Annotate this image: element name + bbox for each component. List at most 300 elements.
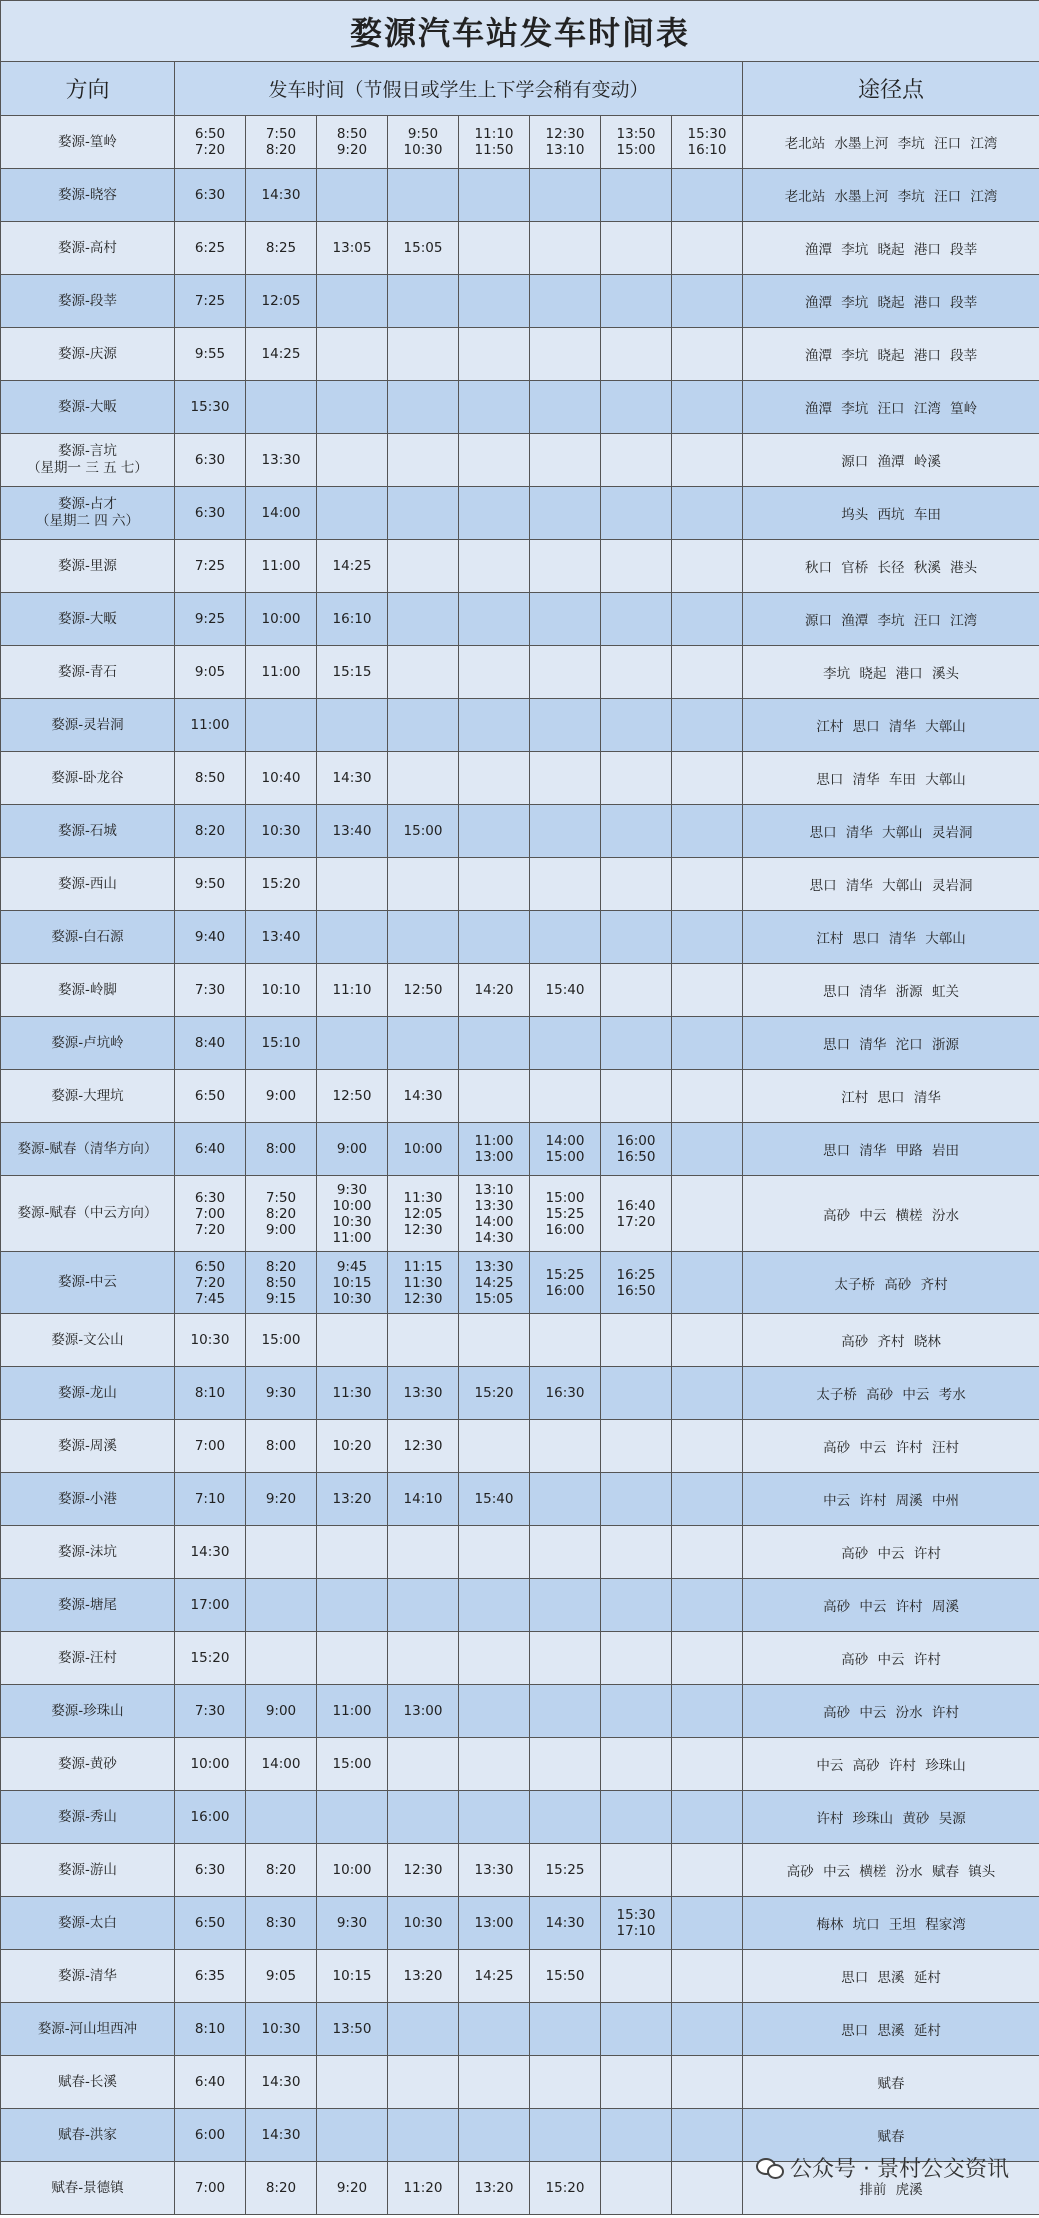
table-row	[1, 593, 1039, 646]
route-cell: 婺源-大畈	[1, 381, 175, 434]
via-cell: 梅林 坑口 王坦 程家湾	[743, 1897, 1039, 1950]
time-cell: 10:30	[388, 1897, 459, 1950]
time-cell: 11:00	[317, 1685, 388, 1738]
time-cell: 14:30	[246, 2056, 317, 2109]
time-cell: 9:50	[175, 858, 246, 911]
table-row	[1, 275, 1039, 328]
table-row	[1, 1017, 1039, 1070]
time-cell: 13:40	[317, 805, 388, 858]
route-cell: 婺源-占才 （星期二 四 六）	[1, 487, 175, 540]
time-cell	[672, 752, 743, 805]
table-row	[1, 1950, 1039, 2003]
time-cell	[601, 964, 672, 1017]
time-cell	[459, 434, 530, 487]
time-cell: 13:50 15:00	[601, 116, 672, 169]
time-cell	[388, 593, 459, 646]
route-cell: 婺源-段莘	[1, 275, 175, 328]
time-cell: 7:00	[175, 2162, 246, 2215]
time-cell	[388, 1791, 459, 1844]
time-cell	[672, 487, 743, 540]
time-cell	[672, 1252, 743, 1314]
time-cell	[317, 328, 388, 381]
watermark	[756, 2152, 1009, 2183]
time-cell	[601, 752, 672, 805]
time-cell: 14:25	[459, 1950, 530, 2003]
time-cell	[530, 1314, 601, 1367]
time-cell	[459, 1420, 530, 1473]
time-cell: 7:25	[175, 540, 246, 593]
time-cell: 16:10	[317, 593, 388, 646]
time-cell	[672, 1897, 743, 1950]
time-cell: 10:15	[317, 1950, 388, 2003]
time-cell: 12:30	[388, 1844, 459, 1897]
time-cell	[459, 2056, 530, 2109]
via-cell: 坞头 西坑 车田	[743, 487, 1039, 540]
time-cell	[601, 2109, 672, 2162]
route-cell: 婺源-黄砂	[1, 1738, 175, 1791]
time-cell: 12:30 13:10	[530, 116, 601, 169]
time-cell	[672, 1473, 743, 1526]
via-cell: 太子桥 高砂 齐村	[743, 1252, 1039, 1314]
time-cell	[459, 1791, 530, 1844]
time-cell: 8:20 8:50 9:15	[246, 1252, 317, 1314]
via-cell: 江村 思口 清华 大鄣山	[743, 699, 1039, 752]
time-cell	[672, 275, 743, 328]
time-cell: 10:00	[246, 593, 317, 646]
time-cell	[459, 540, 530, 593]
time-cell: 6:40	[175, 2056, 246, 2109]
time-cell: 12:30	[388, 1420, 459, 1473]
time-cell: 9:00	[246, 1685, 317, 1738]
time-cell: 16:00 16:50	[601, 1123, 672, 1176]
route-cell: 婺源-篁岭	[1, 116, 175, 169]
time-cell	[388, 381, 459, 434]
time-cell	[601, 1685, 672, 1738]
time-cell	[317, 858, 388, 911]
via-cell: 中云 高砂 许村 珍珠山	[743, 1738, 1039, 1791]
route-cell: 婺源-塘尾	[1, 1579, 175, 1632]
time-cell	[672, 593, 743, 646]
time-cell	[601, 2162, 672, 2215]
time-cell: 10:30	[246, 805, 317, 858]
table-row	[1, 1367, 1039, 1420]
time-cell	[601, 911, 672, 964]
table-row	[1, 911, 1039, 964]
time-cell	[317, 434, 388, 487]
via-cell: 江村 思口 清华 大鄣山	[743, 911, 1039, 964]
time-cell: 8:40	[175, 1017, 246, 1070]
table-row	[1, 2056, 1039, 2109]
time-cell: 14:30	[388, 1070, 459, 1123]
time-cell: 14:10	[388, 1473, 459, 1526]
route-cell: 婺源-周溪	[1, 1420, 175, 1473]
time-cell	[530, 540, 601, 593]
time-cell	[601, 222, 672, 275]
time-cell: 9:45 10:15 10:30	[317, 1252, 388, 1314]
time-cell: 6:30	[175, 1844, 246, 1897]
time-cell	[672, 2056, 743, 2109]
table-row	[1, 1314, 1039, 1367]
time-cell	[601, 275, 672, 328]
route-cell: 赋春-洪家	[1, 2109, 175, 2162]
time-cell: 11:00	[246, 540, 317, 593]
route-cell: 婺源-中云	[1, 1252, 175, 1314]
time-cell: 13:00	[459, 1897, 530, 1950]
time-cell	[530, 1070, 601, 1123]
table-row	[1, 487, 1039, 540]
time-cell	[246, 1526, 317, 1579]
time-cell	[601, 1473, 672, 1526]
time-cell	[459, 487, 530, 540]
time-cell	[672, 2003, 743, 2056]
time-cell: 13:30	[246, 434, 317, 487]
route-cell: 婺源-清华	[1, 1950, 175, 2003]
time-cell	[672, 1420, 743, 1473]
route-cell: 婺源-青石	[1, 646, 175, 699]
via-cell: 思口 思溪 延村	[743, 2003, 1039, 2056]
via-cell: 思口 清华 沱口 浙源	[743, 1017, 1039, 1070]
time-cell	[530, 275, 601, 328]
time-cell	[601, 169, 672, 222]
time-cell	[317, 1314, 388, 1367]
time-cell	[388, 169, 459, 222]
via-cell: 秋口 官桥 长径 秋溪 港头	[743, 540, 1039, 593]
time-cell	[601, 1314, 672, 1367]
time-cell	[672, 1791, 743, 1844]
table-row	[1, 805, 1039, 858]
time-cell	[672, 2109, 743, 2162]
time-cell: 9:30	[246, 1367, 317, 1420]
via-cell: 许村 珍珠山 黄砂 吴源	[743, 1791, 1039, 1844]
time-cell	[530, 805, 601, 858]
route-cell: 婺源-赋春（清华方向）	[1, 1123, 175, 1176]
table-row	[1, 169, 1039, 222]
time-cell	[601, 1950, 672, 2003]
route-cell: 婺源-秀山	[1, 1791, 175, 1844]
time-cell: 15:00 15:25 16:00	[530, 1176, 601, 1252]
time-cell	[672, 1367, 743, 1420]
time-cell: 8:00	[246, 1420, 317, 1473]
time-cell	[388, 1579, 459, 1632]
route-cell: 婺源-西山	[1, 858, 175, 911]
table-row	[1, 222, 1039, 275]
time-cell: 6:50	[175, 1897, 246, 1950]
time-cell: 8:30	[246, 1897, 317, 1950]
time-cell	[672, 169, 743, 222]
time-cell	[530, 593, 601, 646]
route-cell: 婺源-文公山	[1, 1314, 175, 1367]
time-cell	[530, 381, 601, 434]
time-cell: 14:30	[246, 2109, 317, 2162]
route-cell: 婺源-小港	[1, 1473, 175, 1526]
time-cell	[672, 1950, 743, 2003]
route-cell: 婺源-灵岩洞	[1, 699, 175, 752]
via-cell: 渔潭 李坑 汪口 江湾 篁岭	[743, 381, 1039, 434]
table-row	[1, 858, 1039, 911]
via-cell: 李坑 晓起 港口 溪头	[743, 646, 1039, 699]
time-cell	[388, 2003, 459, 2056]
time-cell	[530, 752, 601, 805]
time-cell: 13:00	[388, 1685, 459, 1738]
time-cell: 6:30	[175, 169, 246, 222]
route-cell: 婺源-大畈	[1, 593, 175, 646]
time-cell	[530, 1017, 601, 1070]
time-cell	[672, 222, 743, 275]
time-cell: 15:20	[530, 2162, 601, 2215]
time-cell: 16:40 17:20	[601, 1176, 672, 1252]
time-cell: 14:30	[530, 1897, 601, 1950]
time-cell	[459, 381, 530, 434]
time-cell: 15:40	[530, 964, 601, 1017]
time-cell: 11:30 12:05 12:30	[388, 1176, 459, 1252]
via-cell: 老北站 水墨上河 李坑 汪口 江湾	[743, 169, 1039, 222]
time-cell: 14:00	[246, 1738, 317, 1791]
time-cell	[672, 1579, 743, 1632]
time-cell: 9:00	[246, 1070, 317, 1123]
time-cell: 9:25	[175, 593, 246, 646]
time-cell: 15:30 17:10	[601, 1897, 672, 1950]
route-cell: 婺源-龙山	[1, 1367, 175, 1420]
via-cell: 源口 渔潭 岭溪	[743, 434, 1039, 487]
time-cell: 7:00	[175, 1420, 246, 1473]
route-cell: 婺源-卢坑岭	[1, 1017, 175, 1070]
time-cell	[601, 2056, 672, 2109]
time-cell	[388, 911, 459, 964]
route-cell: 赋春-长溪	[1, 2056, 175, 2109]
time-cell	[459, 1070, 530, 1123]
time-cell	[672, 1017, 743, 1070]
route-cell: 婺源-珍珠山	[1, 1685, 175, 1738]
time-cell	[530, 2056, 601, 2109]
time-cell	[530, 858, 601, 911]
time-cell: 14:00	[246, 487, 317, 540]
time-cell	[459, 1632, 530, 1685]
time-cell	[459, 169, 530, 222]
time-cell	[672, 1176, 743, 1252]
time-cell	[388, 858, 459, 911]
via-cell: 高砂 中云 许村	[743, 1632, 1039, 1685]
route-cell: 婺源-沫坑	[1, 1526, 175, 1579]
table-row	[1, 1123, 1039, 1176]
time-cell	[317, 1632, 388, 1685]
time-cell	[672, 805, 743, 858]
table-row	[1, 1176, 1039, 1252]
time-cell	[459, 328, 530, 381]
route-cell: 婺源-晓容	[1, 169, 175, 222]
table-row	[1, 2003, 1039, 2056]
time-cell: 10:10	[246, 964, 317, 1017]
time-cell: 9:50 10:30	[388, 116, 459, 169]
via-cell: 思口 清华 甲路 岩田	[743, 1123, 1039, 1176]
time-cell: 10:00	[388, 1123, 459, 1176]
time-cell	[601, 1738, 672, 1791]
via-cell: 渔潭 李坑 晓起 港口 段莘	[743, 275, 1039, 328]
time-cell: 15:25	[530, 1844, 601, 1897]
time-cell: 8:50 9:20	[317, 116, 388, 169]
time-cell: 16:30	[530, 1367, 601, 1420]
via-cell: 思口 清华 浙源 虹关	[743, 964, 1039, 1017]
via-cell: 高砂 中云 汾水 许村	[743, 1685, 1039, 1738]
time-cell	[317, 1017, 388, 1070]
time-cell: 17:00	[175, 1579, 246, 1632]
time-cell	[459, 1526, 530, 1579]
time-cell	[388, 1632, 459, 1685]
via-cell: 高砂 中云 许村 周溪	[743, 1579, 1039, 1632]
time-cell	[459, 805, 530, 858]
page-title: 婺源汽车站发车时间表	[1, 1, 1039, 62]
time-cell	[317, 487, 388, 540]
time-cell: 15:40	[459, 1473, 530, 1526]
time-cell	[601, 2003, 672, 2056]
route-cell: 婺源-言坑 （星期一 三 五 七）	[1, 434, 175, 487]
via-cell: 思口 清华 大鄣山 灵岩洞	[743, 805, 1039, 858]
time-cell	[530, 434, 601, 487]
time-cell: 8:20	[246, 2162, 317, 2215]
time-cell: 14:25	[317, 540, 388, 593]
time-cell: 9:00	[317, 1123, 388, 1176]
route-cell: 婺源-卧龙谷	[1, 752, 175, 805]
time-cell: 14:00 15:00	[530, 1123, 601, 1176]
time-cell: 9:20	[246, 1473, 317, 1526]
time-cell: 15:25 16:00	[530, 1252, 601, 1314]
time-cell: 15:50	[530, 1950, 601, 2003]
wechat-icon	[756, 2158, 784, 2178]
time-cell: 10:30	[175, 1314, 246, 1367]
time-cell	[317, 699, 388, 752]
time-cell	[388, 487, 459, 540]
time-cell: 11:30	[317, 1367, 388, 1420]
time-cell	[459, 222, 530, 275]
time-cell: 9:20	[317, 2162, 388, 2215]
route-cell: 婺源-汪村	[1, 1632, 175, 1685]
time-cell	[388, 1314, 459, 1367]
via-cell: 渔潭 李坑 晓起 港口 段莘	[743, 328, 1039, 381]
time-cell: 8:00	[246, 1123, 317, 1176]
time-cell	[530, 1473, 601, 1526]
route-cell: 婺源-太白	[1, 1897, 175, 1950]
time-cell: 11:10 11:50	[459, 116, 530, 169]
time-cell: 14:30	[317, 752, 388, 805]
table-row	[1, 1738, 1039, 1791]
time-cell: 7:50 8:20	[246, 116, 317, 169]
time-cell	[530, 1685, 601, 1738]
via-cell: 中云 许村 周溪 中州	[743, 1473, 1039, 1526]
time-cell: 9:40	[175, 911, 246, 964]
time-cell	[672, 858, 743, 911]
time-cell	[672, 1844, 743, 1897]
via-cell: 高砂 中云 横槎 汾水 赋春 镇头	[743, 1844, 1039, 1897]
time-cell	[672, 1123, 743, 1176]
time-cell	[601, 328, 672, 381]
timetable-body	[1, 116, 1039, 2215]
time-cell: 6:00	[175, 2109, 246, 2162]
time-cell	[601, 646, 672, 699]
time-cell	[459, 275, 530, 328]
route-cell: 婺源-河山坦西冲	[1, 2003, 175, 2056]
time-cell: 8:10	[175, 1367, 246, 1420]
time-cell: 6:25	[175, 222, 246, 275]
time-cell	[601, 858, 672, 911]
time-cell	[530, 169, 601, 222]
header-via: 途径点	[743, 62, 1039, 116]
time-cell: 13:05	[317, 222, 388, 275]
route-cell: 婺源-石城	[1, 805, 175, 858]
time-cell	[246, 1791, 317, 1844]
time-cell	[388, 328, 459, 381]
time-cell	[459, 911, 530, 964]
time-cell	[459, 1579, 530, 1632]
time-cell: 12:05	[246, 275, 317, 328]
time-cell: 13:20	[388, 1950, 459, 2003]
time-cell	[601, 1367, 672, 1420]
time-cell	[459, 699, 530, 752]
time-cell: 7:25	[175, 275, 246, 328]
time-cell	[672, 328, 743, 381]
route-cell: 婺源-里源	[1, 540, 175, 593]
time-cell: 11:10	[317, 964, 388, 1017]
time-cell: 9:05	[246, 1950, 317, 2003]
time-cell	[672, 1526, 743, 1579]
time-cell	[317, 275, 388, 328]
time-cell	[530, 1632, 601, 1685]
time-cell	[601, 1420, 672, 1473]
time-cell: 6:50 7:20	[175, 116, 246, 169]
time-cell: 16:25 16:50	[601, 1252, 672, 1314]
time-cell: 8:20	[175, 805, 246, 858]
time-cell	[672, 2162, 743, 2215]
time-cell	[459, 2003, 530, 2056]
time-cell: 6:30	[175, 487, 246, 540]
time-cell: 9:30	[317, 1897, 388, 1950]
time-cell	[530, 699, 601, 752]
time-cell	[530, 1738, 601, 1791]
time-cell: 8:20	[246, 1844, 317, 1897]
time-cell	[246, 699, 317, 752]
time-cell	[672, 1070, 743, 1123]
route-cell: 婺源-赋春（中云方向）	[1, 1176, 175, 1252]
via-cell: 源口 渔潭 李坑 汪口 江湾	[743, 593, 1039, 646]
time-cell	[317, 381, 388, 434]
time-cell: 13:20	[317, 1473, 388, 1526]
time-cell	[601, 381, 672, 434]
time-cell: 11:00	[246, 646, 317, 699]
header-direction: 方向	[1, 62, 175, 116]
time-cell: 15:15	[317, 646, 388, 699]
table-row	[1, 1420, 1039, 1473]
table-row	[1, 1070, 1039, 1123]
time-cell: 14:30	[246, 169, 317, 222]
time-cell	[672, 646, 743, 699]
time-cell	[388, 2056, 459, 2109]
time-cell	[388, 1738, 459, 1791]
time-cell: 15:20	[175, 1632, 246, 1685]
time-cell: 7:30	[175, 1685, 246, 1738]
time-cell: 6:30 7:00 7:20	[175, 1176, 246, 1252]
time-cell: 9:55	[175, 328, 246, 381]
time-cell: 8:25	[246, 222, 317, 275]
table-row	[1, 964, 1039, 1017]
time-cell	[459, 593, 530, 646]
table-row	[1, 1791, 1039, 1844]
time-cell: 7:50 8:20 9:00	[246, 1176, 317, 1252]
time-cell	[317, 1791, 388, 1844]
time-cell: 10:00	[175, 1738, 246, 1791]
time-cell: 11:15 11:30 12:30	[388, 1252, 459, 1314]
time-cell	[530, 1791, 601, 1844]
time-cell	[459, 1314, 530, 1367]
time-cell: 9:30 10:00 10:30 11:00	[317, 1176, 388, 1252]
via-cell: 渔潭 李坑 晓起 港口 段莘	[743, 222, 1039, 275]
